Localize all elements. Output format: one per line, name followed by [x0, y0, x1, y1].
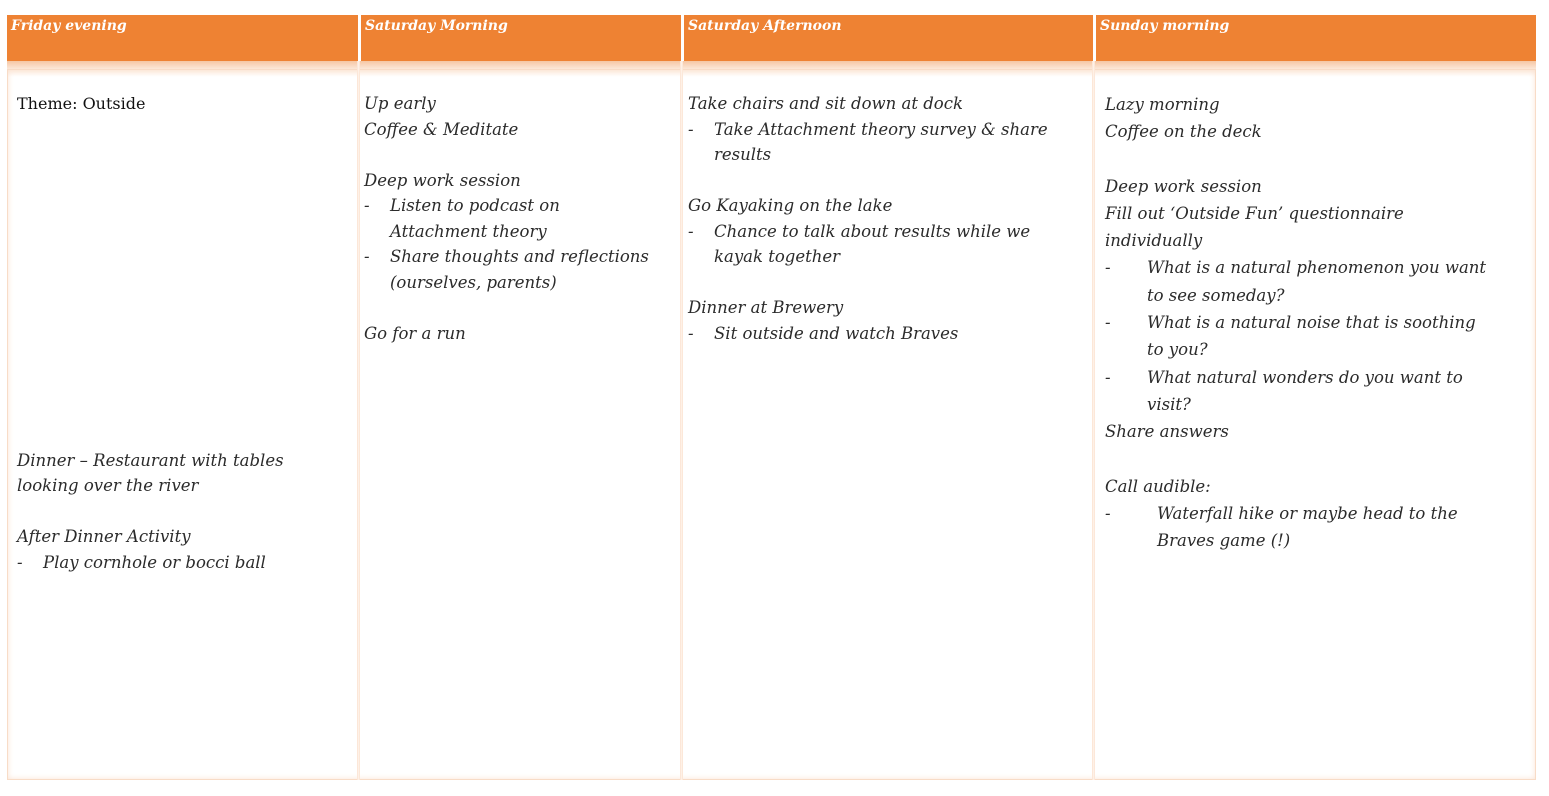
share-answers-line: Share answers	[1105, 422, 1229, 442]
list-item	[1105, 309, 1530, 364]
question-text: What is a natural phenomenon you want	[1147, 258, 1487, 278]
friday-evening-cell	[17, 69, 352, 780]
list-item-text: (ourselves, parents)	[390, 272, 557, 292]
list-item-text: Share thoughts and reflections	[390, 247, 649, 266]
list-item-text: Sit outside and watch Braves	[714, 323, 959, 343]
list-item-text: Attachment theory	[390, 221, 547, 241]
header-friday-evening: Friday evening	[11, 18, 127, 34]
list-item	[17, 550, 352, 576]
questionnaire-line: Fill out ‘Outside Fun’ questionnaire	[1105, 203, 1404, 223]
bullet-dash: -	[364, 247, 370, 266]
theme-label: Theme: Outside	[17, 94, 146, 113]
header-row	[7, 15, 1536, 61]
bullet-dash: -	[688, 323, 694, 343]
weekend-schedule-table	[7, 15, 1536, 780]
list-item-text: Take Attachment theory survey & share	[714, 119, 1048, 139]
questionnaire-line: individually	[1105, 231, 1203, 251]
header-saturday-morning: Saturday Morning	[365, 18, 508, 34]
list-item-text: Listen to podcast on	[390, 196, 560, 215]
bullet-dash: -	[1105, 367, 1111, 387]
after-dinner-item: Play cornhole or bocci ball	[43, 552, 266, 572]
list-item-text: results	[714, 145, 772, 164]
bullet-dash: -	[688, 221, 694, 241]
list-item	[364, 193, 676, 244]
column-divider	[680, 61, 683, 780]
after-dinner-heading: After Dinner Activity	[17, 527, 191, 546]
question-text: What is a natural noise that is soothing	[1147, 313, 1476, 333]
sunday-line: Lazy morning	[1105, 95, 1220, 114]
bullet-dash: -	[1105, 258, 1111, 278]
question-text: What natural wonders do you want to	[1147, 367, 1463, 387]
question-text: visit?	[1147, 394, 1191, 414]
list-item-text: Chance to talk about results while we	[714, 221, 1031, 241]
call-audible-line: Call audible:	[1105, 476, 1211, 496]
list-item	[1105, 254, 1530, 309]
column-divider	[1092, 61, 1095, 780]
bullet-dash: -	[364, 196, 370, 215]
list-item-text: Braves game (!)	[1157, 531, 1291, 551]
bullet-dash: -	[688, 119, 694, 139]
sat-morning-line: Coffee & Meditate	[364, 119, 519, 139]
bullet-dash: -	[17, 552, 23, 572]
run-line: Go for a run	[364, 323, 466, 343]
header-saturday-afternoon: Saturday Afternoon	[688, 18, 842, 34]
saturday-morning-cell	[364, 69, 676, 780]
list-item-text: Waterfall hike or maybe head to the	[1157, 503, 1458, 523]
bullet-dash: -	[1105, 313, 1111, 333]
list-item	[1105, 364, 1530, 419]
bullet-dash: -	[1105, 503, 1111, 523]
sunday-morning-cell	[1105, 69, 1530, 780]
list-item-text: kayak together	[714, 247, 841, 266]
kayak-line: Go Kayaking on the lake	[688, 196, 893, 215]
list-item	[1105, 500, 1530, 555]
question-text: to you?	[1147, 340, 1208, 360]
list-item	[688, 219, 1088, 270]
brewery-line: Dinner at Brewery	[688, 298, 844, 317]
list-item	[688, 117, 1088, 168]
list-item	[364, 244, 676, 295]
saturday-afternoon-cell	[688, 69, 1088, 780]
dinner-line-1: Dinner – Restaurant with tables	[17, 450, 284, 470]
dinner-line-2: looking over the river	[17, 476, 199, 495]
header-sunday-morning: Sunday morning	[1100, 18, 1230, 34]
list-item	[688, 321, 1088, 347]
chairs-line: Take chairs and sit down at dock	[688, 94, 963, 113]
column-divider	[357, 61, 360, 780]
question-text: to see someday?	[1147, 285, 1285, 305]
sunday-line: Coffee on the deck	[1105, 122, 1262, 142]
deep-work-heading: Deep work session	[364, 170, 521, 190]
sat-morning-line: Up early	[364, 94, 436, 113]
deep-work-heading: Deep work session	[1105, 176, 1262, 196]
